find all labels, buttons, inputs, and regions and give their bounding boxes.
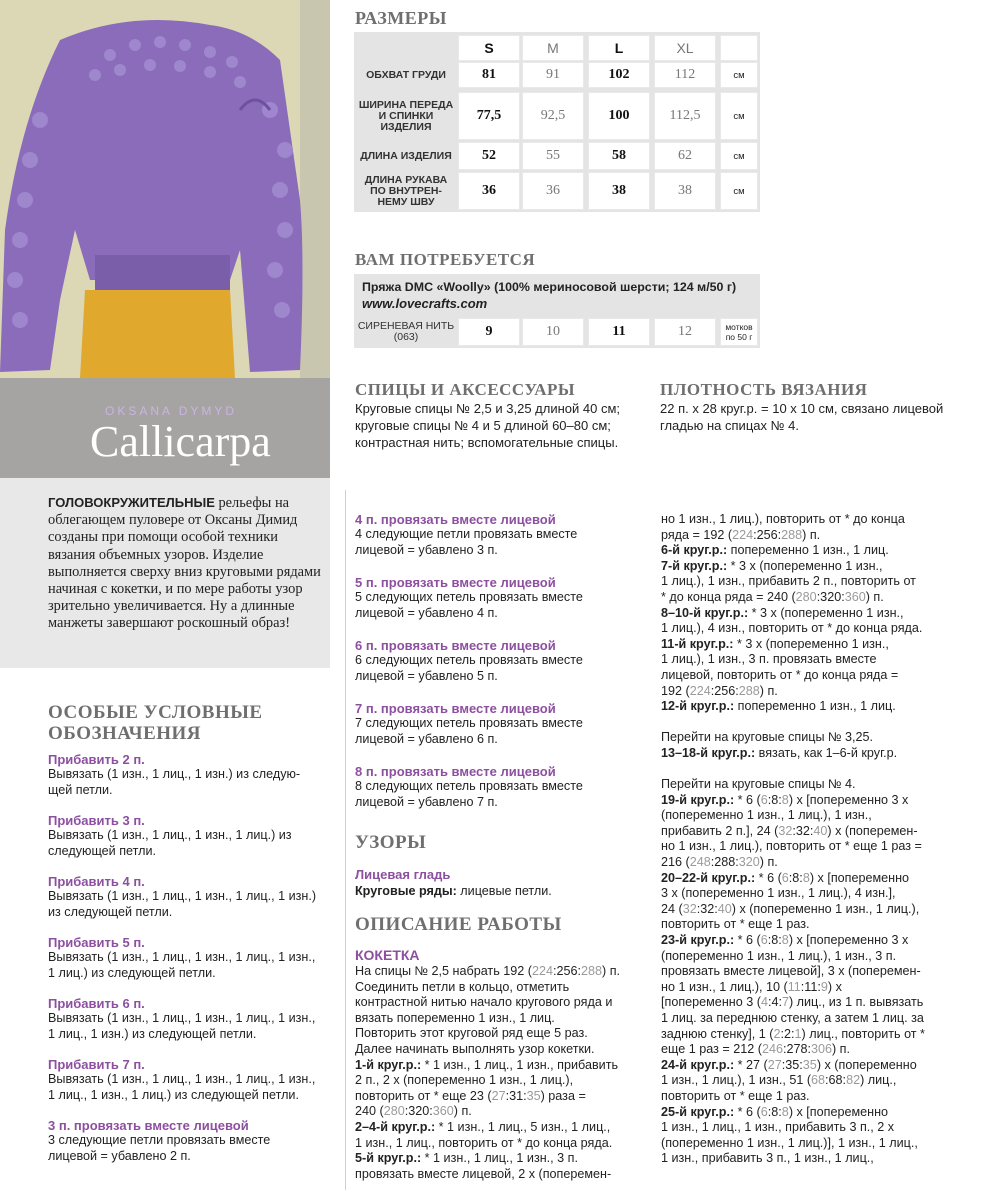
size-value: 92,5 — [522, 92, 584, 140]
size-row-label: ДЛИНА РУКАВА ПО ВНУТРЕН-НЕМУ ШВУ — [356, 172, 456, 210]
decrease-desc: 4 следующие петли провязать вместе — [355, 527, 578, 541]
gauge-text: 22 п. х 28 круг.р. = 10 х 10 см, связано лицевой гладью на спицах № 4. — [660, 401, 944, 433]
rounds-text: лицевые петли. — [456, 884, 552, 898]
intro-rest: рельефы на облегающем пуловере от Оксаны Димид созданы при помощи особой техники вязания объемных узоров. Изделие выполняется сверху вниз круговыми рядами начиная с кокетки, и по мере работы узор зрительно увеличивается. Ну а длинные манжеты завершают роскошный образ! — [48, 495, 321, 632]
symbol-title: Прибавить 7 п. — [48, 1057, 145, 1072]
symbol-desc: лицевой = убавлено 2 п. — [48, 1148, 191, 1163]
rounds-instructions: но 1 изн., 1 лиц.), повторить от * до конца ряда = 192 (224:256:288) п. 6-й круг.р.: попеременно 1 изн., 1 лиц. 7-й круг.р.: * 3 х (попеременно 1 изн., 1 лиц.), 1 изн., прибавить 2 п., повторить от * до конца ряда = 240 (280:320:360) п. 8–10-й круг.р.: * 3 х (попеременно 1 изн., 1 лиц.), 4 изн., повторить от * до конца ряда. 11-й круг.р.: * 3 х (попеременно 1 изн., 1 лиц.), 1 изн., 3 п. провязать вместе лицевой, повторить от * до конца ряда = 192 (224:256:288) п. 12-й круг.р.: попеременно 1 изн., 1 лиц. Перейти на круговые спицы № 3,25. 13–18-й круг.р.: вязать, как 1–6-й круг.р. Перейти на круговые спицы № 4. 19-й круг.р.: * 6 (6:8:8) х [попеременно 3 х (попеременно 1 изн., 1 лиц.), 1 изн., прибавить 2 п.], 24 (32:32:40) х (поперемен- но 1 изн., 1 лиц.), повторить от * еще 1 раз = 216 (248:288:320) п. 20–22-й круг.р.: * 6 (6:8:8) х [попеременно 3 х (попеременно 1 изн., 1 лиц.), 4 изн.], 24 (32:32:40) х (попеременно 1 изн., 1 лиц.), повторить от * еще 1 раз. 23-й круг.р.: * 6 (6:8:8) х [попеременно 3 х (попеременно 1 изн., 1 лиц.), 1 изн., 3 п. провязать вместе лицевой], 3 х (поперемен- но 1 изн., 1 лиц.), 10 (11:11:9) х [попеременно 3 (4:4:7) лиц., из 1 п. вывязать 1 лиц. за переднюю стенку, а затем 1 лиц. за заднюю стенку], 1 (2:2:1) лиц., повторить от * еще 1 раз = 212 (246:278:306) п. 24-й круг.р.: * 27 (27:35:35) х (попеременно 1 изн., 1 лиц.), 1 изн., 51 (68:68:82) лиц., повторить от * еще 1 раз. 25-й круг.р.: * 6 (6:8:8) х [попеременно 1 изн., 1 лиц., 1 изн., прибавить 3 п., 2 х (попеременно 1 изн., 1 лиц.)], 1 изн., 1 лиц., 1 изн., прибавить 3 п., 1 изн., 1 лиц., — [661, 512, 925, 1166]
symbol-title: Прибавить 5 п. — [48, 935, 145, 950]
symbol-item — [48, 1057, 338, 1103]
symbol-desc: щей петли. — [48, 782, 113, 797]
symbol-desc: следующей петли. — [48, 843, 156, 858]
size-value: 112 — [654, 62, 716, 88]
author-name: OKSANA DYMYD — [105, 404, 238, 418]
decrease-item — [355, 701, 650, 747]
decrease-title: 5 п. провязать вместе лицевой — [355, 575, 556, 590]
decrease-desc: лицевой = убавлено 7 п. — [355, 794, 498, 809]
gauge-heading: ПЛОТНОСТЬ ВЯЗАНИЯ — [660, 380, 868, 399]
size-value: 38 — [654, 172, 716, 210]
size-value: 36 — [522, 172, 584, 210]
size-unit: см — [720, 142, 758, 170]
sweater-illustration — [0, 0, 330, 378]
symbol-desc: 1 лиц., 1 изн., 1 лиц.) из следующей петли. — [48, 1087, 299, 1102]
symbol-item — [48, 1118, 338, 1164]
symbol-item — [48, 874, 338, 920]
yarn-amount: 9 — [458, 318, 520, 346]
size-value: 55 — [522, 142, 584, 170]
patterns-heading: УЗОРЫ — [355, 832, 427, 853]
symbol-item — [48, 935, 338, 981]
decrease-title: 6 п. провязать вместе лицевой — [355, 638, 556, 653]
size-header-l: L — [588, 35, 650, 61]
decrease-desc: лицевой = убавлено 5 п. — [355, 668, 498, 683]
symbol-desc: Вывязать (1 изн., 1 лиц., 1 изн., 1 лиц., 1 изн., — [48, 950, 316, 964]
yoke-heading: КОКЕТКА — [355, 947, 420, 963]
size-value: 100 — [588, 92, 650, 140]
decrease-item — [355, 764, 650, 810]
decrease-desc: 6 следующих петель провязать вместе — [355, 653, 583, 667]
size-row-label: ШИРИНА ПЕРЕДА И СПИНКИ ИЗДЕЛИЯ — [356, 92, 456, 140]
size-value: 77,5 — [458, 92, 520, 140]
size-unit: см — [720, 62, 758, 88]
needles-text: Круговые спицы № 2,5 и 3,25 длиной 40 см; круговые спицы № 4 и 5 длиной 60–80 см; контрастная нить; вспомогательные спицы. — [355, 401, 621, 450]
symbol-desc: 3 следующие петли провязать вместе — [48, 1133, 271, 1147]
size-value: 62 — [654, 142, 716, 170]
decrease-item — [355, 638, 650, 684]
symbol-desc: из следующей петли. — [48, 904, 173, 919]
symbol-item — [48, 813, 338, 859]
pattern-title: Callicarpa — [90, 417, 271, 466]
symbol-item — [48, 996, 338, 1042]
size-row-label: ДЛИНА ИЗДЕЛИЯ — [356, 142, 456, 170]
decrease-title: 8 п. провязать вместе лицевой — [355, 764, 556, 779]
symbol-title: Прибавить 2 п. — [48, 752, 145, 767]
decrease-desc: 5 следующих петель провязать вместе — [355, 590, 583, 604]
needles-heading: СПИЦЫ И АКСЕССУАРЫ — [355, 380, 576, 399]
yarn-color-label: СИРЕНЕВАЯ НИТЬ (063) — [356, 318, 456, 346]
symbol-desc: Вывязать (1 изн., 1 лиц., 1 изн., 1 лиц.) из — [48, 828, 292, 842]
yarn-amount: 12 — [654, 318, 716, 346]
materials-heading: ВАМ ПОТРЕБУЕТСЯ — [355, 250, 536, 269]
decrease-desc: лицевой = убавлено 6 п. — [355, 731, 498, 746]
symbol-desc: Вывязать (1 изн., 1 лиц., 1 изн., 1 лиц., 1 изн.) — [48, 889, 317, 903]
decrease-desc: 8 следующих петель провязать вместе — [355, 779, 583, 793]
symbol-desc: Вывязать (1 изн., 1 лиц., 1 изн., 1 лиц., 1 изн., — [48, 1011, 316, 1025]
decrease-desc: лицевой = убавлено 4 п. — [355, 605, 498, 620]
decrease-desc: лицевой = убавлено 3 п. — [355, 542, 498, 557]
symbols-heading-2: ОБОЗНАЧЕНИЯ — [48, 723, 202, 744]
size-header-s: S — [458, 35, 520, 61]
size-value: 52 — [458, 142, 520, 170]
stockinette-text — [355, 884, 552, 900]
yarn-amount: 11 — [588, 318, 650, 346]
decrease-item — [355, 512, 650, 558]
symbol-desc: Вывязать (1 изн., 1 лиц., 1 изн., 1 лиц., 1 изн., — [48, 1072, 316, 1086]
decrease-desc: 7 следующих петель провязать вместе — [355, 716, 583, 730]
size-value: 102 — [588, 62, 650, 88]
decrease-list — [355, 512, 650, 810]
stockinette-title: Лицевая гладь — [355, 867, 451, 882]
yarn-amount: 10 — [522, 318, 584, 346]
yarn-url[interactable]: www.lovecrafts.com — [362, 296, 488, 311]
size-value: 91 — [522, 62, 584, 88]
symbol-desc: Вывязать (1 изн., 1 лиц., 1 изн.) из следую- — [48, 767, 301, 781]
yoke-instructions: На спицы № 2,5 набрать 192 (224:256:288) п. Соединить петли в кольцо, отметить контрастной нитью начало кругового ряда и вязать попеременно 1 изн., 1 лиц. Повторить этот круговой ряд еще 5 раз. Далее начинать выполнять узор кокетки. 1-й круг.р.: * 1 изн., 1 лиц., 1 изн., прибавить 2 п., 2 х (попеременно 1 изн., 1 лиц.), повторить от * еще 23 (27:31:35) раза = 240 (280:320:360) п. 2–4-й круг.р.: * 1 изн., 1 лиц., 5 изн., 1 лиц., 1 изн., 1 лиц., повторить от * до конца ряда. 5-й круг.р.: * 1 изн., 1 лиц., 1 изн., 3 п. провязать вместе лицевой, 2 х (поперемен- — [355, 964, 621, 1181]
symbol-title: Прибавить 6 п. — [48, 996, 145, 1011]
size-unit: см — [720, 172, 758, 210]
size-header-m: M — [522, 35, 584, 61]
symbol-desc: 1 лиц., 1 изн.) из следующей петли. — [48, 1026, 257, 1041]
decrease-title: 4 п. провязать вместе лицевой — [355, 512, 556, 527]
symbols-heading — [48, 702, 263, 744]
size-header-xl: XL — [654, 35, 716, 61]
yarn-name: Пряжа DMC «Woolly» (100% мериносовой шерсти; 124 м/50 г) — [362, 280, 737, 294]
symbol-title: Прибавить 4 п. — [48, 874, 145, 889]
rounds-label: Круговые ряды: — [355, 884, 457, 898]
symbol-title: Прибавить 3 п. — [48, 813, 145, 828]
size-value: 58 — [588, 142, 650, 170]
sizes-heading: РАЗМЕРЫ — [355, 8, 447, 28]
size-unit: см — [720, 92, 758, 140]
symbol-title: 3 п. провязать вместе лицевой — [48, 1118, 249, 1133]
intro-text — [48, 494, 328, 633]
symbols-heading-1: ОСОБЫЕ УСЛОВНЫЕ — [48, 702, 263, 723]
size-row-label: ОБХВАТ ГРУДИ — [356, 62, 456, 88]
work-heading: ОПИСАНИЕ РАБОТЫ — [355, 914, 562, 935]
yarn-unit: мотков по 50 г — [720, 318, 758, 346]
decrease-title: 7 п. провязать вместе лицевой — [355, 701, 556, 716]
intro-lead: ГОЛОВОКРУЖИТЕЛЬНЫЕ — [48, 495, 215, 510]
size-value: 36 — [458, 172, 520, 210]
symbol-desc: 1 лиц.) из следующей петли. — [48, 965, 216, 980]
decrease-item — [355, 575, 650, 621]
column-divider — [345, 490, 346, 1190]
size-value: 81 — [458, 62, 520, 88]
symbol-item — [48, 752, 338, 798]
sweater-photo — [0, 0, 330, 378]
size-value: 112,5 — [654, 92, 716, 140]
size-value: 38 — [588, 172, 650, 210]
unit-header-blank — [720, 35, 758, 61]
symbols-list — [48, 752, 338, 1164]
title-box — [0, 378, 330, 478]
